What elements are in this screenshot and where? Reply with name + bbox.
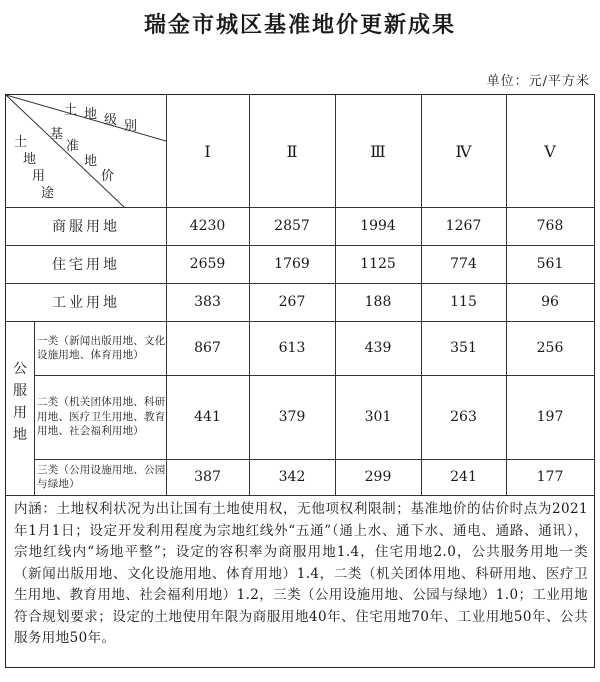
table-cell: 299 xyxy=(364,469,392,485)
corner-use-char: 途 xyxy=(41,186,55,201)
corner-level-char: 地 xyxy=(84,107,98,122)
level-header: Ⅴ xyxy=(544,141,556,161)
row-label-commercial: 商服用地 xyxy=(52,219,120,235)
table-cell: 439 xyxy=(364,340,392,356)
table-cell: 263 xyxy=(450,409,477,425)
table-cell: 256 xyxy=(536,340,564,356)
corner-price-char: 价 xyxy=(101,169,115,184)
table-cell: 342 xyxy=(278,469,306,485)
table-cell: 115 xyxy=(450,294,477,310)
table-cell: 1994 xyxy=(360,218,396,234)
level-header: Ⅰ xyxy=(204,141,211,161)
table-cell: 1769 xyxy=(274,256,310,272)
row-label-public-class3: 三类（公用设施用地、公园与绿地） xyxy=(37,463,166,490)
row-label-residential: 住宅用地 xyxy=(52,257,120,273)
table-cell: 387 xyxy=(194,469,221,485)
row-label-public-class2: 二类（机关团体用地、科研用地、医疗卫生用地、教育用地、社会福利用地） xyxy=(37,396,166,438)
level-header: Ⅳ xyxy=(455,141,472,161)
table-cell: 561 xyxy=(536,256,564,272)
table-cell: 241 xyxy=(450,469,477,485)
table-cell: 1125 xyxy=(360,256,396,272)
corner-price-char: 基 xyxy=(50,127,64,142)
table-cell: 2659 xyxy=(189,256,226,272)
level-header: Ⅲ xyxy=(370,141,386,161)
table-cell: 867 xyxy=(194,340,221,356)
table-cell: 197 xyxy=(536,409,564,425)
corner-use-char: 土 xyxy=(14,135,28,150)
corner-level-char: 土 xyxy=(64,103,78,118)
corner-use-char: 地 xyxy=(23,152,37,167)
public-label-char: 服 xyxy=(13,383,27,399)
corner-level-char: 别 xyxy=(124,119,138,134)
row-label-industrial: 工业用地 xyxy=(52,295,120,311)
table-cell: 188 xyxy=(364,294,392,310)
table-cell: 96 xyxy=(541,294,559,310)
table-cell: 267 xyxy=(278,294,306,310)
corner-header xyxy=(6,95,166,207)
table-cell: 2857 xyxy=(274,218,310,234)
land-price-table xyxy=(5,94,595,668)
level-header: Ⅱ xyxy=(286,141,298,161)
page-title: 瑞金市城区基准地价更新成果 xyxy=(143,13,456,38)
row-label-public-class1: 一类（新闻出版用地、文化设施用地、体育用地） xyxy=(37,334,166,361)
table-cell: 4230 xyxy=(189,218,226,234)
table-cell: 1267 xyxy=(445,218,482,234)
unit-label: 单位：元/平方米 xyxy=(486,74,590,89)
public-label-char: 地 xyxy=(13,427,27,443)
corner-use-char: 用 xyxy=(32,169,46,184)
table-cell: 613 xyxy=(278,340,306,356)
public-label-char: 公 xyxy=(13,361,27,377)
table-cell: 351 xyxy=(450,340,477,356)
table-cell: 768 xyxy=(536,218,564,234)
table-cell: 379 xyxy=(278,409,306,425)
public-label-char: 用 xyxy=(13,405,27,421)
table-cell: 774 xyxy=(450,256,477,272)
corner-price-char: 准 xyxy=(66,139,80,154)
table-cell: 301 xyxy=(364,409,392,425)
note-paragraph: 内涵：土地权利状况为出让国有土地使用权，无他项权利限制；基准地价的估价时点为2021年1月1日；设定开发利用程度为宗地红线外“五通”（通上水、通下水、通电、通路、通讯），宗地红线内“场地平整”；设定的容积率为商服用地1.4，住宅用地2.0，公共服务用地一类（新闻出版用地、文化设施用地、体育用地）1.4，二类（机关团体用地、科研用地、医疗卫生用地、教育用地、社会福利用地）1.2，三类（公用设施用地、公园与绿地）1.0；工业用地符合规划要求；设定的土地使用年限为商服用地40年、住宅用地70年、工业用地50年、公共服务用地50年。 xyxy=(14,501,588,646)
table-cell: 383 xyxy=(194,294,221,310)
table-cell: 441 xyxy=(194,409,221,425)
table-cell: 177 xyxy=(536,469,564,485)
corner-price-char: 地 xyxy=(84,154,98,169)
corner-level-char: 级 xyxy=(104,113,118,128)
